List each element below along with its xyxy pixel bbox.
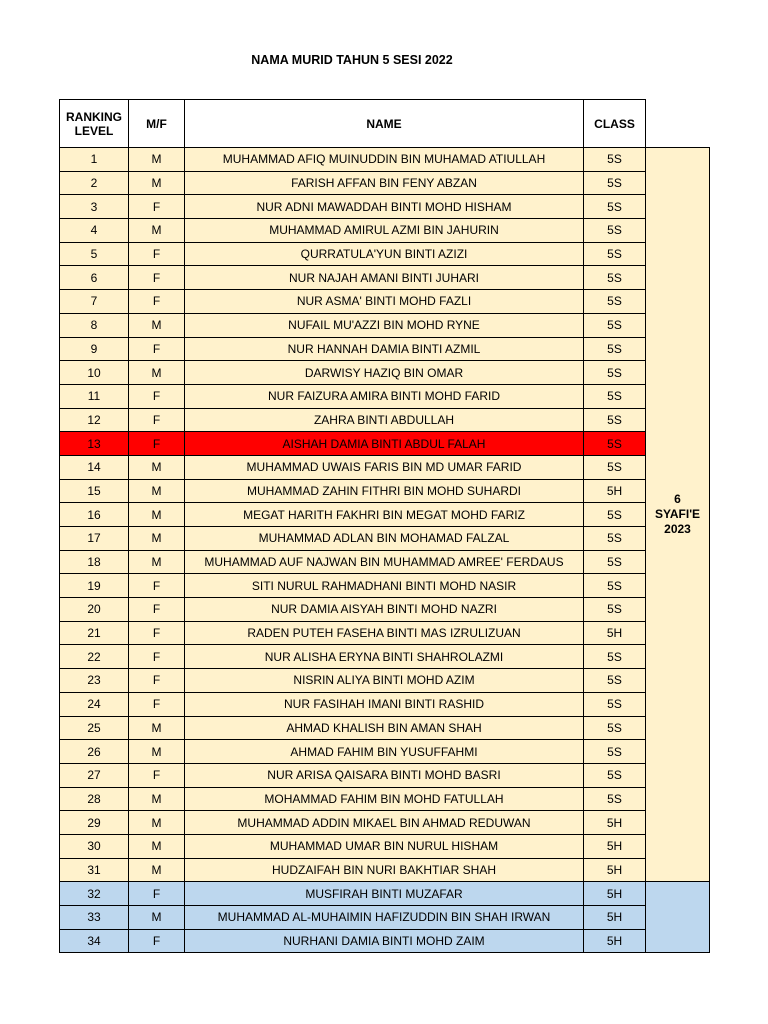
class-cell: 5S <box>584 195 646 219</box>
table-row <box>60 716 710 740</box>
class-cell: 5S <box>584 598 646 622</box>
class-cell: 5S <box>584 361 646 385</box>
name-cell: MUHAMMAD ZAHIN FITHRI BIN MOHD SUHARDI <box>185 479 584 503</box>
table-row <box>60 266 710 290</box>
gender-cell: F <box>129 266 185 290</box>
name-cell: NUR DAMIA AISYAH BINTI MOHD NAZRI <box>185 598 584 622</box>
rank-cell: 23 <box>60 669 129 693</box>
class-cell: 5S <box>584 669 646 693</box>
class-cell: 5S <box>584 290 646 314</box>
class-cell: 5S <box>584 740 646 764</box>
rank-cell: 13 <box>60 432 129 456</box>
name-cell: MUHAMMAD UWAIS FARIS BIN MD UMAR FARID <box>185 455 584 479</box>
header-name: NAME <box>185 100 584 148</box>
name-cell: SITI NURUL RAHMADHANI BINTI MOHD NASIR <box>185 574 584 598</box>
table-row <box>60 432 710 456</box>
table-row <box>60 527 710 551</box>
rank-cell: 11 <box>60 384 129 408</box>
table-row <box>60 408 710 432</box>
table-row <box>60 148 710 172</box>
class-cell: 5S <box>584 337 646 361</box>
table-header-row <box>60 100 710 148</box>
table-row <box>60 574 710 598</box>
rank-cell: 17 <box>60 527 129 551</box>
table-row <box>60 669 710 693</box>
class-cell: 5S <box>584 503 646 527</box>
rank-cell: 29 <box>60 811 129 835</box>
gender-cell: F <box>129 621 185 645</box>
class-cell: 5S <box>584 455 646 479</box>
table-row <box>60 313 710 337</box>
gender-cell: M <box>129 171 185 195</box>
gender-cell: F <box>129 882 185 906</box>
gender-cell: M <box>129 787 185 811</box>
rank-cell: 6 <box>60 266 129 290</box>
name-cell: NUR ASMA' BINTI MOHD FAZLI <box>185 290 584 314</box>
group-label-cell <box>646 148 710 882</box>
gender-cell: F <box>129 669 185 693</box>
table-row <box>60 337 710 361</box>
name-cell: DARWISY HAZIQ BIN OMAR <box>185 361 584 385</box>
class-cell: 5H <box>584 929 646 953</box>
class-cell: 5S <box>584 692 646 716</box>
name-cell: MUHAMMAD AL-MUHAIMIN HAFIZUDDIN BIN SHAH IRWAN <box>185 906 584 930</box>
class-cell: 5S <box>584 219 646 243</box>
rank-cell: 25 <box>60 716 129 740</box>
group-label-line3: 2023 <box>664 522 691 537</box>
table-row <box>60 882 710 906</box>
name-cell: MUHAMMAD AUF NAJWAN BIN MUHAMMAD AMREE' FERDAUS <box>185 550 584 574</box>
group-label-line1: 6 <box>674 492 681 507</box>
gender-cell: M <box>129 361 185 385</box>
name-cell: QURRATULA'YUN BINTI AZIZI <box>185 242 584 266</box>
table-row <box>60 171 710 195</box>
rank-cell: 15 <box>60 479 129 503</box>
gender-cell: F <box>129 598 185 622</box>
gender-cell: F <box>129 384 185 408</box>
gender-cell: F <box>129 337 185 361</box>
name-cell: NUR HANNAH DAMIA BINTI AZMIL <box>185 337 584 361</box>
gender-cell: F <box>129 763 185 787</box>
group-blank-cell <box>646 882 710 953</box>
gender-cell: M <box>129 550 185 574</box>
class-cell: 5S <box>584 763 646 787</box>
gender-cell: M <box>129 479 185 503</box>
class-cell: 5H <box>584 882 646 906</box>
rank-cell: 31 <box>60 858 129 882</box>
table-row <box>60 479 710 503</box>
table-row <box>60 384 710 408</box>
header-ranking-line1: RANKING <box>66 109 122 124</box>
gender-cell: F <box>129 195 185 219</box>
class-cell: 5S <box>584 266 646 290</box>
table-body <box>60 148 710 953</box>
rank-cell: 24 <box>60 692 129 716</box>
name-cell: MUHAMMAD ADLAN BIN MOHAMAD FALZAL <box>185 527 584 551</box>
name-cell: MEGAT HARITH FAKHRI BIN MEGAT MOHD FARIZ <box>185 503 584 527</box>
gender-cell: M <box>129 858 185 882</box>
name-cell: MOHAMMAD FAHIM BIN MOHD FATULLAH <box>185 787 584 811</box>
name-cell: NURHANI DAMIA BINTI MOHD ZAIM <box>185 929 584 953</box>
header-ranking-level <box>60 100 129 148</box>
student-table <box>59 99 710 953</box>
table-row <box>60 763 710 787</box>
header-class: CLASS <box>584 100 646 148</box>
gender-cell: F <box>129 290 185 314</box>
table-row <box>60 692 710 716</box>
name-cell: NUFAIL MU'AZZI BIN MOHD RYNE <box>185 313 584 337</box>
class-cell: 5S <box>584 716 646 740</box>
rank-cell: 30 <box>60 834 129 858</box>
table-row <box>60 195 710 219</box>
header-gender: M/F <box>129 100 185 148</box>
rank-cell: 27 <box>60 763 129 787</box>
group-label-line2: SYAFI'E <box>654 507 701 522</box>
table-row <box>60 598 710 622</box>
name-cell: FARISH AFFAN BIN FENY ABZAN <box>185 171 584 195</box>
table-row <box>60 906 710 930</box>
name-cell: MUHAMMAD AFIQ MUINUDDIN BIN MUHAMAD ATIULLAH <box>185 148 584 172</box>
table-row <box>60 621 710 645</box>
rank-cell: 10 <box>60 361 129 385</box>
rank-cell: 8 <box>60 313 129 337</box>
gender-cell: M <box>129 527 185 551</box>
name-cell: MUSFIRAH BINTI MUZAFAR <box>185 882 584 906</box>
rank-cell: 9 <box>60 337 129 361</box>
name-cell: NUR NAJAH AMANI BINTI JUHARI <box>185 266 584 290</box>
class-cell: 5S <box>584 550 646 574</box>
name-cell: MUHAMMAD ADDIN MIKAEL BIN AHMAD REDUWAN <box>185 811 584 835</box>
table-row <box>60 811 710 835</box>
class-cell: 5H <box>584 479 646 503</box>
rank-cell: 34 <box>60 929 129 953</box>
rank-cell: 22 <box>60 645 129 669</box>
table-row <box>60 455 710 479</box>
name-cell: NUR ALISHA ERYNA BINTI SHAHROLAZMI <box>185 645 584 669</box>
gender-cell: F <box>129 432 185 456</box>
class-cell: 5S <box>584 384 646 408</box>
name-cell: RADEN PUTEH FASEHA BINTI MAS IZRULIZUAN <box>185 621 584 645</box>
gender-cell: F <box>129 408 185 432</box>
gender-cell: M <box>129 906 185 930</box>
rank-cell: 32 <box>60 882 129 906</box>
rank-cell: 12 <box>60 408 129 432</box>
name-cell: NUR ADNI MAWADDAH BINTI MOHD HISHAM <box>185 195 584 219</box>
rank-cell: 1 <box>60 148 129 172</box>
class-cell: 5S <box>584 432 646 456</box>
gender-cell: M <box>129 834 185 858</box>
gender-cell: M <box>129 811 185 835</box>
class-cell: 5H <box>584 834 646 858</box>
rank-cell: 5 <box>60 242 129 266</box>
table-row <box>60 787 710 811</box>
rank-cell: 33 <box>60 906 129 930</box>
page-title: NAMA MURID TAHUN 5 SESI 2022 <box>251 53 453 67</box>
table-row <box>60 834 710 858</box>
rank-cell: 21 <box>60 621 129 645</box>
class-cell: 5S <box>584 787 646 811</box>
name-cell: AHMAD KHALISH BIN AMAN SHAH <box>185 716 584 740</box>
name-cell: NUR FASIHAH IMANI BINTI RASHID <box>185 692 584 716</box>
class-cell: 5H <box>584 811 646 835</box>
table-row <box>60 219 710 243</box>
name-cell: ZAHRA BINTI ABDULLAH <box>185 408 584 432</box>
class-cell: 5S <box>584 313 646 337</box>
name-cell: HUDZAIFAH BIN NURI BAKHTIAR SHAH <box>185 858 584 882</box>
gender-cell: M <box>129 503 185 527</box>
gender-cell: M <box>129 455 185 479</box>
gender-cell: M <box>129 148 185 172</box>
rank-cell: 26 <box>60 740 129 764</box>
rank-cell: 18 <box>60 550 129 574</box>
table-row <box>60 645 710 669</box>
table-row <box>60 503 710 527</box>
rank-cell: 16 <box>60 503 129 527</box>
class-cell: 5S <box>584 527 646 551</box>
gender-cell: F <box>129 929 185 953</box>
rank-cell: 3 <box>60 195 129 219</box>
rank-cell: 19 <box>60 574 129 598</box>
header-blank <box>646 100 710 148</box>
gender-cell: M <box>129 313 185 337</box>
class-cell: 5S <box>584 148 646 172</box>
name-cell: AHMAD FAHIM BIN YUSUFFAHMI <box>185 740 584 764</box>
gender-cell: F <box>129 692 185 716</box>
rank-cell: 28 <box>60 787 129 811</box>
rank-cell: 4 <box>60 219 129 243</box>
class-cell: 5H <box>584 858 646 882</box>
table-row <box>60 929 710 953</box>
table-row <box>60 740 710 764</box>
table-row <box>60 290 710 314</box>
rank-cell: 20 <box>60 598 129 622</box>
rank-cell: 7 <box>60 290 129 314</box>
class-cell: 5S <box>584 408 646 432</box>
class-cell: 5S <box>584 171 646 195</box>
gender-cell: F <box>129 645 185 669</box>
class-cell: 5S <box>584 645 646 669</box>
class-cell: 5H <box>584 906 646 930</box>
gender-cell: M <box>129 716 185 740</box>
gender-cell: F <box>129 574 185 598</box>
gender-cell: F <box>129 242 185 266</box>
name-cell: MUHAMMAD UMAR BIN NURUL HISHAM <box>185 834 584 858</box>
table-row <box>60 858 710 882</box>
name-cell: NUR ARISA QAISARA BINTI MOHD BASRI <box>185 763 584 787</box>
class-cell: 5S <box>584 242 646 266</box>
name-cell: NUR FAIZURA AMIRA BINTI MOHD FARID <box>185 384 584 408</box>
gender-cell: M <box>129 740 185 764</box>
rank-cell: 14 <box>60 455 129 479</box>
table-row <box>60 242 710 266</box>
gender-cell: M <box>129 219 185 243</box>
name-cell: MUHAMMAD AMIRUL AZMI BIN JAHURIN <box>185 219 584 243</box>
table-row <box>60 361 710 385</box>
class-cell: 5S <box>584 574 646 598</box>
header-ranking-line2: LEVEL <box>74 123 114 138</box>
class-cell: 5H <box>584 621 646 645</box>
rank-cell: 2 <box>60 171 129 195</box>
name-cell: AISHAH DAMIA BINTI ABDUL FALAH <box>185 432 584 456</box>
name-cell: NISRIN ALIYA BINTI MOHD AZIM <box>185 669 584 693</box>
table-row <box>60 550 710 574</box>
